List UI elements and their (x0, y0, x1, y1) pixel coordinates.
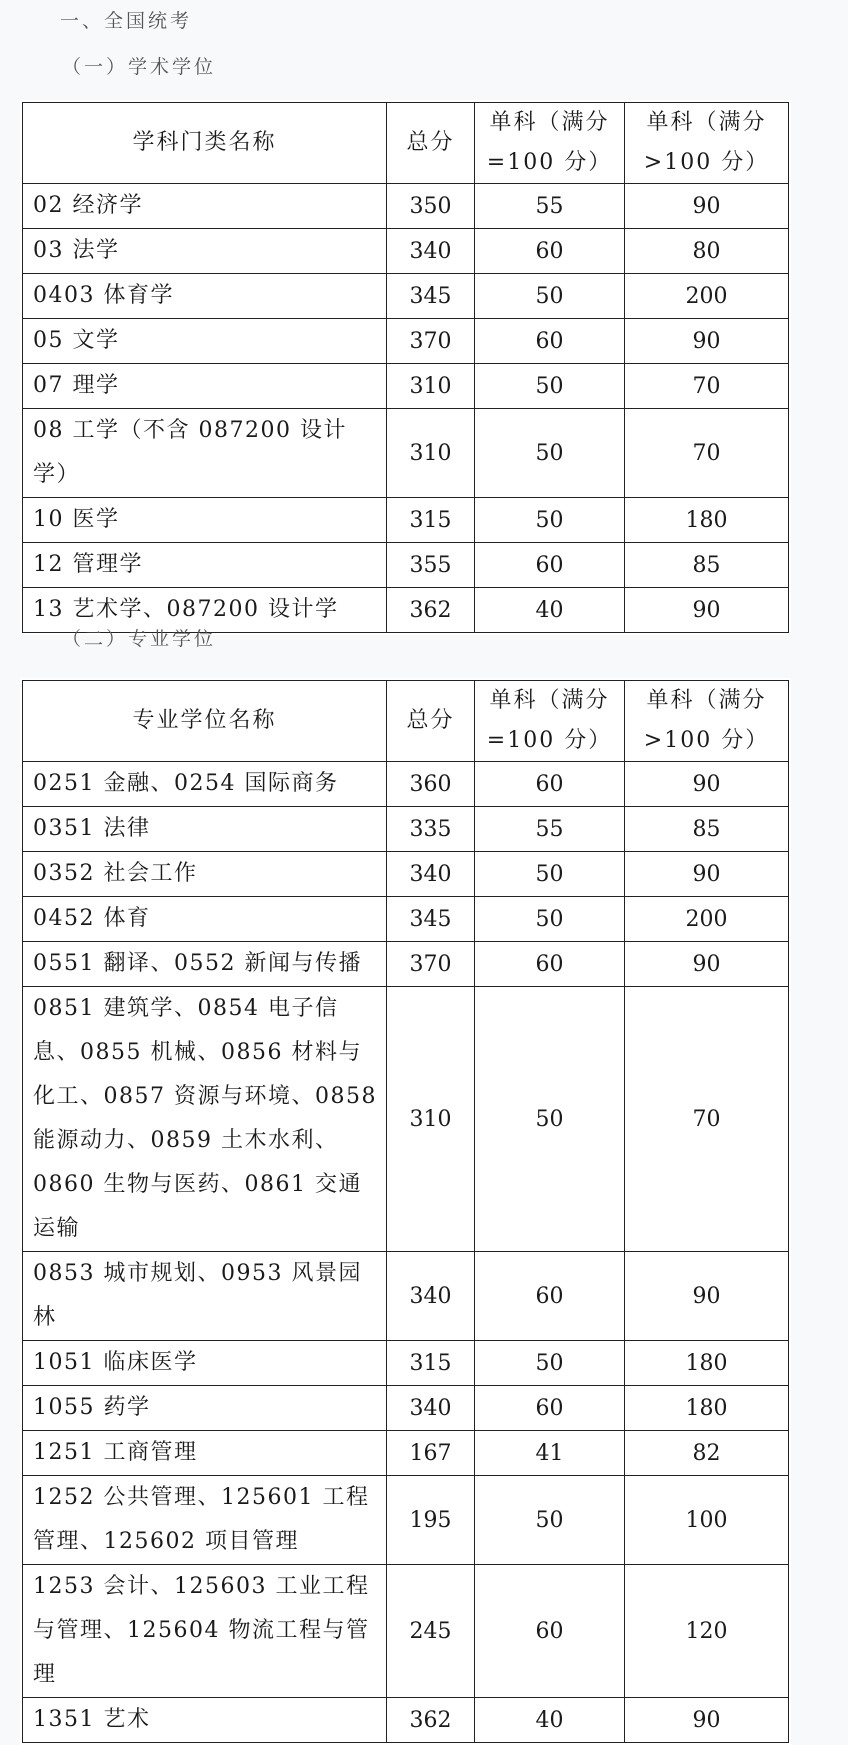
cell-total-score: 370 (387, 319, 475, 364)
cell-single-subject-100: 50 (475, 1476, 625, 1565)
cell-single-subject-over-100: 70 (625, 364, 789, 409)
cell-single-subject-over-100: 90 (625, 852, 789, 897)
cell-single-subject-100: 50 (475, 1341, 625, 1386)
cell-name: 1252 公共管理、125601 工程管理、125602 项目管理 (23, 1476, 387, 1565)
cell-single-subject-over-100: 90 (625, 588, 789, 633)
column-header-single-subject-100: 单科（满分=100 分） (475, 681, 625, 762)
cell-total-score: 370 (387, 942, 475, 987)
cell-single-subject-100: 55 (475, 184, 625, 229)
column-header-degree-name: 专业学位名称 (23, 681, 387, 762)
cell-total-score: 310 (387, 409, 475, 498)
cell-single-subject-over-100: 90 (625, 319, 789, 364)
cell-total-score: 345 (387, 897, 475, 942)
cell-single-subject-over-100: 90 (625, 1252, 789, 1341)
cell-single-subject-over-100: 180 (625, 498, 789, 543)
table-row (23, 897, 789, 942)
cell-name: 0352 社会工作 (23, 852, 387, 897)
table-row (23, 942, 789, 987)
cell-name: 0551 翻译、0552 新闻与传播 (23, 942, 387, 987)
cell-name: 13 艺术学、087200 设计学 (23, 588, 387, 633)
cell-name: 1251 工商管理 (23, 1431, 387, 1476)
cell-name: 05 文学 (23, 319, 387, 364)
cell-name: 0403 体育学 (23, 274, 387, 319)
table-row (23, 1431, 789, 1476)
cell-single-subject-100: 50 (475, 364, 625, 409)
section-heading-national-exam: 一、全国统考 (60, 10, 193, 32)
cell-single-subject-100: 50 (475, 274, 625, 319)
table-row (23, 1341, 789, 1386)
cell-single-subject-100: 50 (475, 897, 625, 942)
table-row (23, 498, 789, 543)
cell-single-subject-100: 60 (475, 543, 625, 588)
cell-name: 08 工学（不含 087200 设计学） (23, 409, 387, 498)
cell-single-subject-100: 40 (475, 1698, 625, 1743)
cell-total-score: 335 (387, 807, 475, 852)
cell-total-score: 310 (387, 364, 475, 409)
cell-total-score: 362 (387, 588, 475, 633)
cell-name: 0851 建筑学、0854 电子信息、0855 机械、0856 材料与化工、0857 资源与环境、0858 能源动力、0859 土木水利、0860 生物与医药、0861 交通运输 (23, 987, 387, 1252)
cell-total-score: 195 (387, 1476, 475, 1565)
cell-name: 1051 临床医学 (23, 1341, 387, 1386)
cell-single-subject-over-100: 200 (625, 274, 789, 319)
column-header-subject-category: 学科门类名称 (23, 103, 387, 184)
cell-single-subject-over-100: 90 (625, 762, 789, 807)
professional-degree-score-table (22, 680, 789, 1743)
cell-single-subject-100: 50 (475, 987, 625, 1252)
cell-single-subject-over-100: 200 (625, 897, 789, 942)
cell-single-subject-over-100: 80 (625, 229, 789, 274)
table-row (23, 1565, 789, 1698)
cell-single-subject-over-100: 100 (625, 1476, 789, 1565)
cell-total-score: 315 (387, 498, 475, 543)
table-row (23, 1476, 789, 1565)
table-row (23, 543, 789, 588)
cell-single-subject-100: 60 (475, 229, 625, 274)
cell-single-subject-over-100: 180 (625, 1386, 789, 1431)
professional-table-body (23, 762, 789, 1743)
cell-name: 03 法学 (23, 229, 387, 274)
table-row (23, 229, 789, 274)
cell-name: 02 经济学 (23, 184, 387, 229)
cell-single-subject-100: 55 (475, 807, 625, 852)
cell-total-score: 340 (387, 1386, 475, 1431)
table-row (23, 274, 789, 319)
subsection-heading-professional-degree: （二）专业学位 (62, 628, 217, 650)
cell-single-subject-over-100: 120 (625, 1565, 789, 1698)
cell-name: 0853 城市规划、0953 风景园林 (23, 1252, 387, 1341)
cell-name: 0452 体育 (23, 897, 387, 942)
cell-single-subject-over-100: 85 (625, 543, 789, 588)
cell-single-subject-over-100: 70 (625, 409, 789, 498)
professional-degree-table-container (20, 678, 791, 1745)
cell-single-subject-over-100: 70 (625, 987, 789, 1252)
cell-single-subject-100: 60 (475, 1252, 625, 1341)
cell-single-subject-over-100: 180 (625, 1341, 789, 1386)
table-row (23, 1698, 789, 1743)
cell-name: 0251 金融、0254 国际商务 (23, 762, 387, 807)
cell-total-score: 355 (387, 543, 475, 588)
cell-single-subject-100: 60 (475, 1386, 625, 1431)
cell-single-subject-over-100: 85 (625, 807, 789, 852)
cell-total-score: 360 (387, 762, 475, 807)
cell-name: 1253 会计、125603 工业工程与管理、125604 物流工程与管理 (23, 1565, 387, 1698)
table-row (23, 807, 789, 852)
cell-total-score: 340 (387, 229, 475, 274)
subsection-heading-academic-degree: （一）学术学位 (62, 56, 217, 78)
column-header-total-score: 总分 (387, 681, 475, 762)
cell-name: 0351 法律 (23, 807, 387, 852)
cell-single-subject-over-100: 90 (625, 1698, 789, 1743)
column-header-single-subject-over-100: 单科（满分>100 分） (625, 103, 789, 184)
column-header-total-score: 总分 (387, 103, 475, 184)
table-row (23, 762, 789, 807)
column-header-single-subject-over-100: 单科（满分>100 分） (625, 681, 789, 762)
cell-total-score: 315 (387, 1341, 475, 1386)
table-header-row (23, 681, 789, 762)
cell-total-score: 340 (387, 1252, 475, 1341)
academic-degree-score-table (22, 102, 789, 633)
table-row (23, 319, 789, 364)
table-row (23, 1386, 789, 1431)
cell-total-score: 310 (387, 987, 475, 1252)
cell-name: 1055 药学 (23, 1386, 387, 1431)
cell-total-score: 167 (387, 1431, 475, 1476)
cell-single-subject-100: 50 (475, 409, 625, 498)
cell-name: 10 医学 (23, 498, 387, 543)
table-row (23, 852, 789, 897)
cell-total-score: 362 (387, 1698, 475, 1743)
table-header-row (23, 103, 789, 184)
academic-table-body (23, 184, 789, 633)
cell-single-subject-100: 60 (475, 319, 625, 364)
cell-single-subject-100: 50 (475, 498, 625, 543)
table-row (23, 409, 789, 498)
cell-name: 12 管理学 (23, 543, 387, 588)
table-row (23, 364, 789, 409)
cell-single-subject-100: 41 (475, 1431, 625, 1476)
table-row (23, 1252, 789, 1341)
academic-degree-table-container (20, 100, 791, 635)
cell-total-score: 345 (387, 274, 475, 319)
cell-name: 1351 艺术 (23, 1698, 387, 1743)
cell-single-subject-100: 50 (475, 852, 625, 897)
cell-name: 07 理学 (23, 364, 387, 409)
cell-total-score: 245 (387, 1565, 475, 1698)
cell-single-subject-over-100: 82 (625, 1431, 789, 1476)
cell-total-score: 340 (387, 852, 475, 897)
cell-single-subject-100: 60 (475, 762, 625, 807)
cell-single-subject-over-100: 90 (625, 184, 789, 229)
table-row (23, 987, 789, 1252)
cell-single-subject-100: 60 (475, 942, 625, 987)
cell-single-subject-100: 60 (475, 1565, 625, 1698)
cell-single-subject-over-100: 90 (625, 942, 789, 987)
table-row (23, 184, 789, 229)
cell-single-subject-100: 40 (475, 588, 625, 633)
cell-total-score: 350 (387, 184, 475, 229)
column-header-single-subject-100: 单科（满分=100 分） (475, 103, 625, 184)
